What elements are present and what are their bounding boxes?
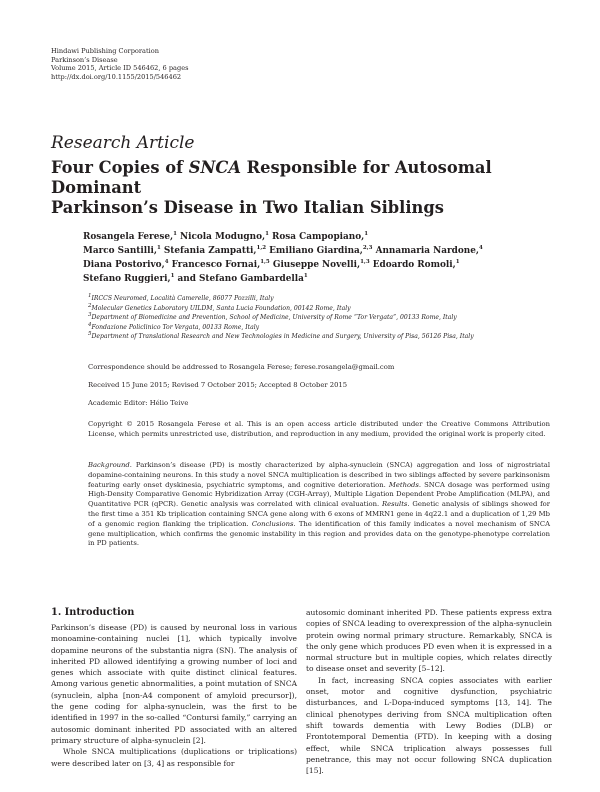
author-list: [83, 230, 523, 286]
paragraph: In fact, increasing SNCA copies associates with earlier onset, motor and cognitive dysfunction, psychiatric disturbances, and L-Dopa-induced symptoms [13, 14]. The clinical phenotypes deriving from SNCA multiplication often shift towards dementia with Lewy Bodies (DLB) or Frontotemporal Dementia (FTD). In keeping with a dosing effect, while SNCA triplication always possesses full penetrance, this may not occur following SNCA duplication [15].: [306, 675, 552, 776]
author[interactable]: Rosangela Ferese,$^1$: [83, 231, 177, 242]
author[interactable]: Edoardo Romoli,$^1$: [372, 259, 460, 271]
affiliation: $^3$Department of Biomedicine and Prevention, School of Medicine, University of Rome “Tor Vergata”, 00133 Rome, Italy: [88, 312, 457, 322]
author[interactable]: Marco Santilli,$^1$: [83, 245, 161, 257]
doi-link[interactable]: http://dx.doi.org/10.1155/2015/546462: [51, 72, 182, 81]
author[interactable]: Giuseppe Novelli,$^{1,3}$: [272, 259, 370, 271]
right-column: [306, 607, 552, 776]
journal-name: Parkinson’s Disease: [51, 55, 118, 64]
journal-header: [51, 47, 188, 81]
affiliation: $^2$Molecular Genetics Laboratory UILDM, Santa Lucia Foundation, 00142 Rome, Italy: [88, 302, 351, 312]
affiliation: $^1$IRCCS Neuromed, Località Camerelle, 86077 Pozzilli, Italy: [88, 292, 274, 302]
publisher: Hindawi Publishing Corporation: [51, 47, 159, 55]
copyright-notice: Copyright © 2015 Rosangela Ferese et al. This is an open access article distributed under the Creative Commons Attribution License, which permits unrestricted use, distribution, and reproduction in any medium, provided the original work is properly cited.: [88, 420, 550, 438]
affiliation: $^5$Department of Translational Research and New Technologies in Medicine and Surgery, University of Pisa, 56126 Pisa, Italy: [88, 331, 474, 341]
article-type: Research Article: [51, 133, 195, 153]
article-title: Four Copies of SNCA Responsible for Autosomal Dominant Parkinson’s Disease in Two Italian Siblings: [51, 158, 492, 217]
affiliation: $^4$Fondazione Policlinico Tor Vergata, 00133 Rome, Italy: [88, 321, 260, 331]
paragraph: Whole SNCA multiplications (duplications or triplications) were described later on [3, 4] as responsible for: [51, 747, 297, 768]
paragraph: autosomic dominant inherited PD. These patients express extra copies of SNCA leading to overexpression of the alpha-synuclein protein owing normal primary structure. Remarkably, SNCA is the only gene which produces PD even when it is expressed in a normal structure but in multiple copies, which relates directly to disease onset and severity [5–12].: [306, 608, 552, 674]
section-heading: 1. Introduction: [51, 607, 135, 618]
author[interactable]: Stefania Zampatti,$^{1,2}$: [163, 245, 267, 257]
article-dates: Received 15 June 2015; Revised 7 October 2015; Accepted 8 October 2015: [88, 381, 348, 389]
author[interactable]: Diana Postorivo,$^4$: [83, 259, 169, 271]
affiliation-list: [88, 294, 548, 342]
author[interactable]: Nicola Modugno,$^1$: [180, 231, 269, 242]
left-column: [51, 622, 297, 769]
author[interactable]: Rosa Campopiano,$^1$: [272, 231, 369, 242]
abstract: Background. Parkinson’s disease (PD) is mostly characterized by alpha-synuclein (SNCA) aggregation and loss of nigrostriatal dopamine-containing neurons. In this study a novel SNCA multiplication is described in two siblings affected by severe parkinsonism featuring early onset dyskinesia, psychiatric symptoms, and cognitive deterioration. Methods. SNCA dosage was performed using High-Density Comparative Genomic Hybridization Array (CGH-Array), Multiple Ligation Dependent Probe Amplification (MLPA), and Quantitative PCR (qPCR). Genetic analysis was correlated with clinical evaluation. Results. Genetic analysis of siblings showed for the first time a 351 Kb triplication containing SNCA gene along with 6 exons of MMRN1 gene in 4q22.1 and a duplication of 1,29 Mb of a genomic region flanking the triplication. Conclusions. The identification of this family indicates a novel mechanism of SNCA gene multiplication, which confirms the genomic instability in this region and provides data on the genotype-phenotype correlation in PD patients.: [88, 461, 550, 548]
volume-line: Volume 2015, Article ID 546462, 6 pages: [51, 64, 189, 73]
author[interactable]: Annamaria Nardone,$^4$: [375, 245, 483, 257]
academic-editor: Academic Editor: Hélio Teive: [88, 399, 189, 407]
author[interactable]: Stefano Ruggieri,$^1$: [83, 273, 175, 285]
author[interactable]: Emiliano Giardina,$^{2,3}$: [269, 245, 373, 257]
author[interactable]: Francesco Fornai,$^{1,5}$: [171, 259, 270, 271]
author[interactable]: and Stefano Gambardella$^1$: [177, 273, 308, 285]
paragraph: Parkinson’s disease (PD) is caused by neuronal loss in various monoamine-containing nuclei [1], which typically involve dopamine neurons of the substantia nigra (SN). The analysis of inherited PD allowed identifying a growing number of loci and genes which associate with quite distinct clinical features. Among various genetic abnormalities, a point mutation of SNCA (synuclein, alpha [non-A4 component of amyloid precursor]), the gene coding for alpha-synuclein, was the first to be identified in 1997 in the so-called “Contursi family,” carrying an autosomic dominant inherited PD associated with an altered primary structure of alpha-synuclein [2].: [51, 623, 297, 745]
correspondence: Correspondence should be addressed to Rosangela Ferese; ferese.rosangela@gmail.com: [88, 363, 395, 371]
